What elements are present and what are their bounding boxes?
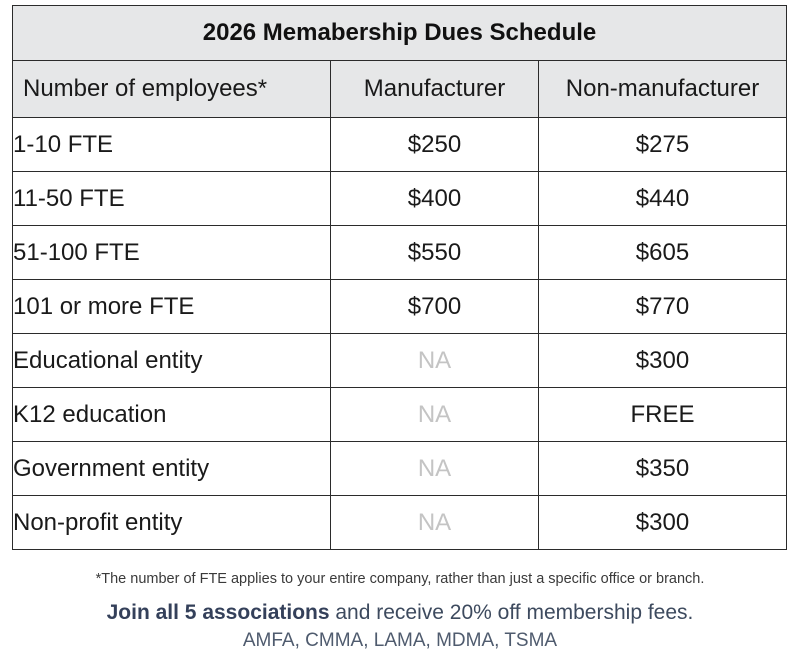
manufacturer-price-na: NA [331,496,539,550]
table-row [13,172,787,226]
row-category: 11-50 FTE [13,172,331,226]
row-category: 101 or more FTE [13,280,331,334]
header-employees: Number of employees* [13,61,331,118]
manufacturer-price: $250 [331,118,539,172]
row-category: 1-10 FTE [13,118,331,172]
table-row [13,442,787,496]
non-manufacturer-price: $300 [539,334,787,388]
dues-schedule-table [12,5,787,550]
non-manufacturer-price: $300 [539,496,787,550]
non-manufacturer-price: $440 [539,172,787,226]
row-category: Educational entity [13,334,331,388]
title-row [13,6,787,61]
manufacturer-price-na: NA [331,388,539,442]
manufacturer-price: $400 [331,172,539,226]
manufacturer-price: $700 [331,280,539,334]
manufacturer-price: $550 [331,226,539,280]
table-row [13,334,787,388]
header-row [13,61,787,118]
row-category: Government entity [13,442,331,496]
table-row [13,496,787,550]
table-row [13,280,787,334]
row-category: 51-100 FTE [13,226,331,280]
promo-text [0,601,800,625]
promo-bold: Join all 5 associations [106,601,330,624]
fte-footnote: *The number of FTE applies to your entire company, rather than just a specific office or branch. [95,571,705,587]
non-manufacturer-price: FREE [539,388,787,442]
table-title: 2026 Memabership Dues Schedule [13,6,787,61]
row-category: K12 education [13,388,331,442]
manufacturer-price-na: NA [331,334,539,388]
associations-list: AMFA, CMMA, LAMA, MDMA, TSMA [242,630,558,651]
table-row [13,226,787,280]
non-manufacturer-price: $275 [539,118,787,172]
row-category: Non-profit entity [13,496,331,550]
non-manufacturer-price: $770 [539,280,787,334]
header-non-manufacturer: Non-manufacturer [539,61,787,118]
non-manufacturer-price: $350 [539,442,787,496]
table-row [13,118,787,172]
promo-rest: and receive 20% off membership fees. [329,601,694,624]
table-row [13,388,787,442]
manufacturer-price-na: NA [331,442,539,496]
non-manufacturer-price: $605 [539,226,787,280]
header-manufacturer: Manufacturer [331,61,539,118]
